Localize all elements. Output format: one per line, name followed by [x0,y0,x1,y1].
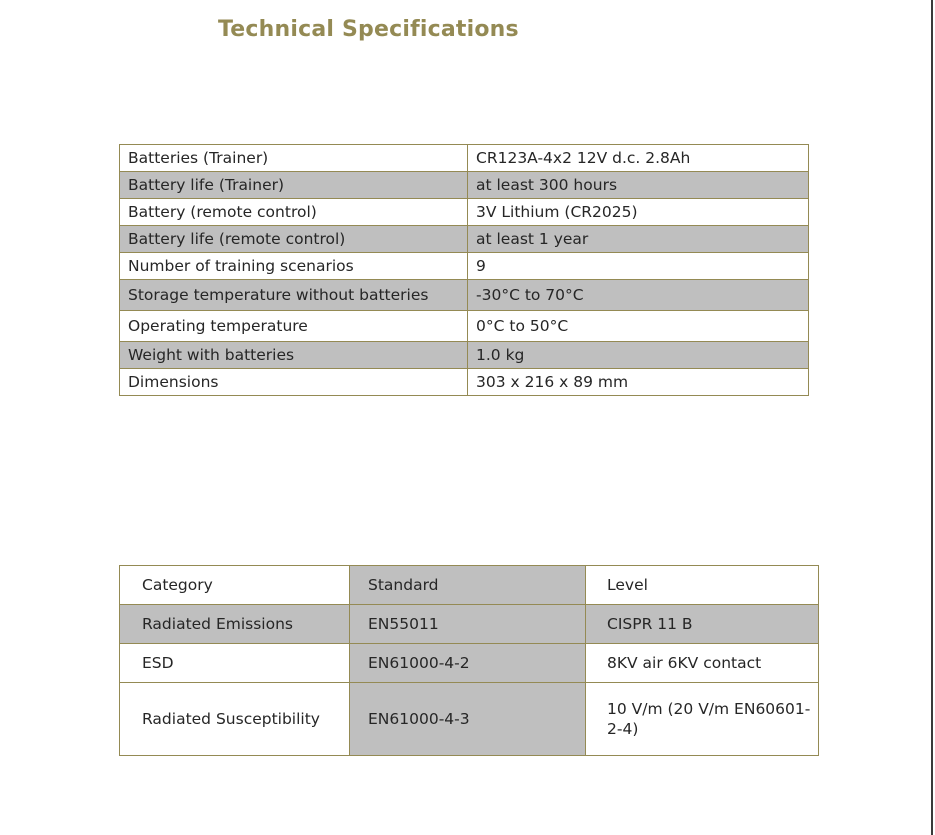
column-header-level: Level [586,566,819,605]
spec-label: Weight with batteries [120,342,468,369]
spec-value: 3V Lithium (CR2025) [468,199,809,226]
table-row [120,342,809,369]
table-row [120,369,809,396]
column-header-standard: Standard [350,566,586,605]
table-row [120,145,809,172]
spec-value: 0°C to 50°C [468,311,809,342]
spec-value: 1.0 kg [468,342,809,369]
table-row [120,311,809,342]
spec-value: at least 300 hours [468,172,809,199]
specifications-table [119,144,809,396]
spec-label: Battery life (remote control) [120,226,468,253]
page-edge-divider [931,0,933,835]
table-header-row [120,566,819,605]
emc-level: CISPR 11 B [586,605,819,644]
spec-label: Battery life (Trainer) [120,172,468,199]
table-row [120,280,809,311]
spec-label: Number of training scenarios [120,253,468,280]
spec-value: 9 [468,253,809,280]
spec-label: Battery (remote control) [120,199,468,226]
spec-value: -30°C to 70°C [468,280,809,311]
table-row [120,605,819,644]
table-row [120,683,819,756]
emc-level: 8KV air 6KV contact [586,644,819,683]
emc-category: ESD [120,644,350,683]
emc-standard: EN61000-4-3 [350,683,586,756]
spec-label: Dimensions [120,369,468,396]
table-row [120,172,809,199]
page-title: Technical Specifications [218,17,519,42]
emc-compliance-table [119,565,819,756]
table-row [120,226,809,253]
emc-standard: EN61000-4-2 [350,644,586,683]
column-header-category: Category [120,566,350,605]
emc-category: Radiated Susceptibility [120,683,350,756]
spec-label: Storage temperature without batteries [120,280,468,311]
spec-value: at least 1 year [468,226,809,253]
emc-level: 10 V/m (20 V/m EN60601-2-4) [586,683,819,756]
spec-label: Batteries (Trainer) [120,145,468,172]
emc-standard: EN55011 [350,605,586,644]
table-row [120,199,809,226]
spec-value: CR123A-4x2 12V d.c. 2.8Ah [468,145,809,172]
spec-label: Operating temperature [120,311,468,342]
table-row [120,253,809,280]
emc-category: Radiated Emissions [120,605,350,644]
table-row [120,644,819,683]
spec-value: 303 x 216 x 89 mm [468,369,809,396]
